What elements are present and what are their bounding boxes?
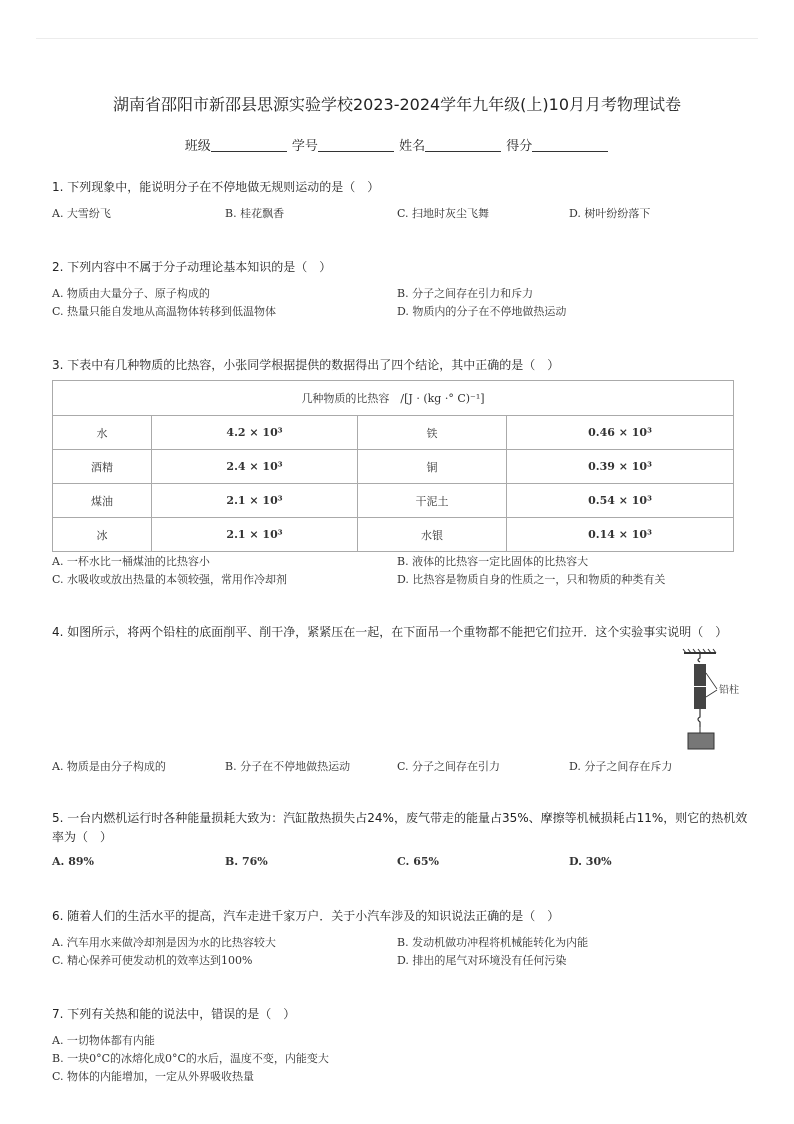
table-cell: 0.46 × 10³ bbox=[507, 416, 734, 450]
hanging-weight bbox=[688, 733, 714, 749]
table-row bbox=[53, 450, 734, 484]
q2-option-d[interactable]: D. 物质内的分子在不停地做热运动 bbox=[397, 305, 567, 318]
q4-option-d[interactable]: D. 分子之间存在斥力 bbox=[569, 760, 673, 773]
table-header: 几种物质的比热容 /[J · (kg ·° C)⁻¹] bbox=[53, 381, 734, 416]
q3-option-c[interactable]: C. 水吸收或放出热量的本领较强，常用作冷却剂 bbox=[52, 573, 288, 586]
top-hook bbox=[698, 653, 700, 662]
q1-option-c[interactable]: C. 扫地时灰尘飞舞 bbox=[397, 207, 490, 220]
number-blank[interactable] bbox=[318, 139, 394, 152]
q4-option-a[interactable]: A. 物质是由分子构成的 bbox=[52, 760, 166, 773]
q6-option-b[interactable]: B. 发动机做功冲程将机械能转化为内能 bbox=[397, 936, 589, 949]
question-3-stem: 3. 下表中有几种物质的比热容，小张同学根据提供的数据得出了四个结论，其中正确的是（ ） bbox=[52, 358, 560, 372]
q7-option-c[interactable]: C. 物体的内能增加，一定从外界吸收热量 bbox=[52, 1070, 255, 1083]
q1-option-a[interactable]: A. 大雪纷飞 bbox=[52, 207, 111, 220]
table-cell: 2.1 × 10³ bbox=[152, 518, 358, 552]
q5-option-a[interactable]: A. 89% bbox=[52, 855, 94, 868]
info-label-score: 得分 bbox=[506, 139, 533, 154]
table-cell: 0.39 × 10³ bbox=[507, 450, 734, 484]
figure-label-lead: 铅柱 bbox=[719, 685, 739, 696]
q2-option-a[interactable]: A. 物质由大量分子、原子构成的 bbox=[52, 287, 210, 300]
student-info-line bbox=[0, 135, 794, 154]
table-row bbox=[53, 484, 734, 518]
question-5-stem-line-1: 5. 一台内燃机运行时各种能量损耗大致为：汽缸散热损失占24%，废气带走的能量占35%、摩擦等机械损耗占11%，则它的热机效 bbox=[52, 811, 748, 825]
q4-option-b[interactable]: B. 分子在不停地做热运动 bbox=[225, 760, 351, 773]
table-cell: 2.4 × 10³ bbox=[152, 450, 358, 484]
question-1-stem: 1. 下列现象中，能说明分子在不停地做无规则运动的是（ ） bbox=[52, 180, 380, 194]
q3-option-d[interactable]: D. 比热容是物质自身的性质之一，只和物质的种类有关 bbox=[397, 573, 666, 586]
q6-option-a[interactable]: A. 汽车用水来做冷却剂是因为水的比热容较大 bbox=[52, 936, 276, 949]
q1-option-d[interactable]: D. 树叶纷纷落下 bbox=[569, 207, 651, 220]
table-cell: 煤油 bbox=[53, 484, 152, 518]
table-cell: 冰 bbox=[53, 518, 152, 552]
table-row bbox=[53, 416, 734, 450]
q4-option-c[interactable]: C. 分子之间存在引力 bbox=[397, 760, 501, 773]
table-row bbox=[53, 518, 734, 552]
name-blank[interactable] bbox=[425, 139, 501, 152]
label-pointer-upper bbox=[706, 673, 717, 689]
specific-heat-table bbox=[52, 380, 734, 552]
q2-option-b[interactable]: B. 分子之间存在引力和斥力 bbox=[397, 287, 534, 300]
q3-option-a[interactable]: A. 一杯水比一桶煤油的比热容小 bbox=[52, 555, 210, 568]
q5-option-b[interactable]: B. 76% bbox=[225, 855, 268, 868]
info-label-name: 姓名 bbox=[399, 139, 426, 154]
q2-option-c[interactable]: C. 热量只能自发地从高温物体转移到低温物体 bbox=[52, 305, 277, 318]
table-cell: 铜 bbox=[358, 450, 507, 484]
table-cell: 0.14 × 10³ bbox=[507, 518, 734, 552]
label-pointer-lower bbox=[706, 690, 717, 697]
page-top-rule bbox=[36, 38, 758, 39]
question-5-stem-line-2: 率为（ ） bbox=[52, 830, 113, 844]
q5-option-d[interactable]: D. 30% bbox=[569, 855, 612, 868]
table-cell: 2.1 × 10³ bbox=[152, 484, 358, 518]
table-cell: 水 bbox=[53, 416, 152, 450]
question-7-stem: 7. 下列有关热和能的说法中，错误的是（ ） bbox=[52, 1007, 296, 1021]
lead-cylinder-upper bbox=[694, 664, 706, 686]
table-cell: 铁 bbox=[358, 416, 507, 450]
bottom-hook bbox=[698, 709, 700, 727]
ceiling-support bbox=[683, 649, 716, 653]
info-label-class: 班级 bbox=[184, 139, 211, 154]
lead-cylinders-figure bbox=[676, 645, 756, 755]
q5-option-c[interactable]: C. 65% bbox=[397, 855, 439, 868]
q6-option-c[interactable]: C. 精心保养可使发动机的效率达到100% bbox=[52, 954, 253, 967]
table-cell: 4.2 × 10³ bbox=[152, 416, 358, 450]
page-title: 湖南省邵阳市新邵县思源实验学校2023-2024学年九年级(上)10月月考物理试卷 bbox=[112, 95, 682, 114]
q7-option-b[interactable]: B. 一块0°C的冰熔化成0°C的水后，温度不变，内能变大 bbox=[52, 1052, 329, 1065]
table-cell: 酒精 bbox=[53, 450, 152, 484]
q1-option-b[interactable]: B. 桂花飘香 bbox=[225, 207, 285, 220]
table-cell: 干泥土 bbox=[358, 484, 507, 518]
score-blank[interactable] bbox=[532, 139, 608, 152]
q6-option-d[interactable]: D. 排出的尾气对环境没有任何污染 bbox=[397, 954, 567, 967]
question-6-stem: 6. 随着人们的生活水平的提高，汽车走进千家万户．关于小汽车涉及的知识说法正确的是（ ） bbox=[52, 909, 560, 923]
table-cell: 水银 bbox=[358, 518, 507, 552]
class-blank[interactable] bbox=[211, 139, 287, 152]
q3-option-b[interactable]: B. 液体的比热容一定比固体的比热容大 bbox=[397, 555, 589, 568]
table-cell: 0.54 × 10³ bbox=[507, 484, 734, 518]
question-4-stem: 4. 如图所示，将两个铅柱的底面削平、削干净，紧紧压在一起，在下面吊一个重物都不能把它们拉开．这个实验事实说明（ ） bbox=[52, 625, 728, 639]
question-2-stem: 2. 下列内容中不属于分子动理论基本知识的是（ ） bbox=[52, 260, 332, 274]
q7-option-a[interactable]: A. 一切物体都有内能 bbox=[52, 1034, 155, 1047]
lead-cylinder-lower bbox=[694, 687, 706, 709]
info-label-number: 学号 bbox=[291, 139, 318, 154]
